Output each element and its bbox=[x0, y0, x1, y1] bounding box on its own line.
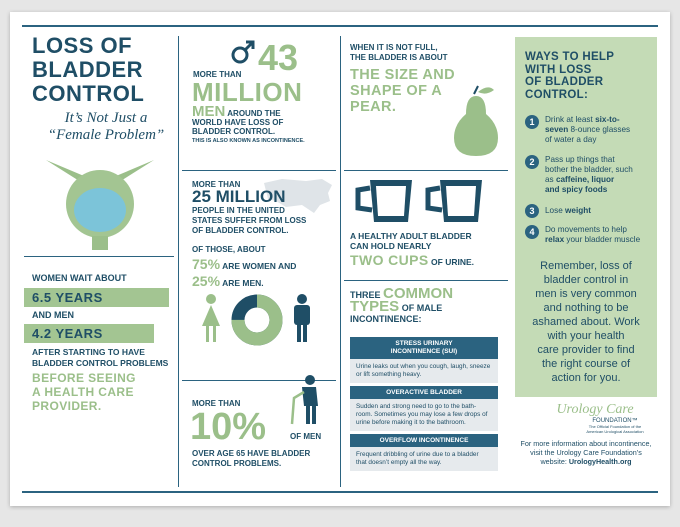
title-line: LOSS OF bbox=[32, 33, 133, 58]
text-line: THE SIZE AND bbox=[350, 67, 455, 83]
cups-big-line bbox=[350, 252, 474, 268]
title-line: BLADDER bbox=[32, 57, 144, 82]
stat43-million: MILLION bbox=[192, 77, 303, 107]
website-link[interactable]: UrologyHealth.org bbox=[568, 457, 632, 466]
types-types: TYPES bbox=[350, 298, 400, 315]
text-line: OVERACTIVE BLADDER bbox=[386, 389, 462, 396]
divider bbox=[182, 170, 336, 171]
overflow-header bbox=[350, 434, 498, 447]
text-part: website: bbox=[540, 457, 569, 466]
text-part: Drink at least bbox=[545, 115, 596, 124]
text-line: OF BLADDER bbox=[525, 76, 604, 88]
stat25-men bbox=[192, 273, 264, 289]
text-line: that doesn’t empty all the way. bbox=[356, 459, 442, 466]
logo-name: Urology Care bbox=[556, 402, 634, 417]
men-label: ARE MEN. bbox=[222, 278, 264, 288]
text-line: WITH LOSS bbox=[525, 63, 592, 76]
sui-header bbox=[350, 337, 498, 359]
stat43-men: MEN bbox=[192, 103, 226, 120]
text-part: Pass up things that bbox=[545, 155, 615, 164]
text-line: Remember, loss of bbox=[540, 260, 632, 272]
text-part: your bladder muscle bbox=[564, 235, 641, 244]
text-line: and nothing to be bbox=[543, 302, 629, 314]
text-line: visit the Urology Care Foundation’s bbox=[530, 448, 642, 457]
text-part: as bbox=[545, 175, 556, 184]
stat10-text bbox=[192, 449, 310, 469]
wait-and-men: AND MEN bbox=[32, 310, 74, 320]
text-line: AFTER STARTING TO HAVE bbox=[32, 347, 145, 357]
divider bbox=[340, 36, 341, 487]
ways-to-help-panel bbox=[515, 37, 657, 397]
sui-body bbox=[350, 359, 498, 383]
bladder-icon bbox=[44, 154, 156, 252]
text-line: action for you. bbox=[551, 372, 621, 384]
subtitle bbox=[36, 110, 176, 144]
stat10-more-than: MORE THAN bbox=[192, 399, 241, 408]
step-2 bbox=[525, 155, 653, 195]
text-line: A HEALTH CARE bbox=[32, 385, 134, 399]
text-part: Do movements to help bbox=[545, 225, 627, 234]
women-years-bar: 6.5 YEARS bbox=[24, 288, 169, 307]
stat43-more-than: MORE THAN bbox=[193, 70, 242, 79]
text-line: care provider to find bbox=[537, 344, 635, 356]
types-title bbox=[350, 285, 454, 325]
stat10-of-men: OF MEN bbox=[290, 432, 322, 441]
text-part: bother the bladder, such bbox=[545, 165, 633, 174]
step-number: 1 bbox=[525, 115, 539, 129]
text-line: with your health bbox=[547, 330, 625, 342]
overactive-header bbox=[350, 386, 498, 399]
text-line: the right course of bbox=[541, 358, 631, 370]
text-line: INCONTINENCE (SUI) bbox=[390, 348, 458, 355]
text-part: and spicy foods bbox=[545, 185, 608, 194]
text-line: STRESS URINARY bbox=[395, 340, 453, 347]
stat43-number: 43 bbox=[258, 37, 299, 78]
stat25-number: 25 MILLION bbox=[192, 187, 286, 206]
stat43-note: THIS IS ALSO KNOWN AS INCONTINENCE. bbox=[192, 138, 305, 144]
text-line: room. Sometimes you may lose a few drops of bbox=[356, 411, 488, 418]
stat43-text bbox=[192, 103, 305, 146]
text-line: OVERFLOW INCONTINENCE bbox=[379, 437, 469, 444]
text-line: WHEN IT IS NOT FULL, bbox=[350, 43, 438, 52]
text-line: CONTROL PROBLEMS. bbox=[192, 459, 282, 468]
step-number: 2 bbox=[525, 155, 539, 169]
logo-foundation: FOUNDATION™ bbox=[592, 418, 638, 424]
wait-before bbox=[32, 371, 136, 413]
measuring-cup-icon bbox=[354, 178, 416, 224]
step-4 bbox=[525, 225, 653, 245]
cups-text bbox=[350, 231, 472, 251]
text-line: Sudden and strong need to go to the bath- bbox=[356, 403, 477, 410]
divider bbox=[24, 256, 174, 257]
text-part: relax bbox=[545, 235, 565, 244]
stat25-more-than: MORE THAN bbox=[192, 180, 241, 189]
pear-big bbox=[350, 67, 455, 115]
text-line: WORLD HAVE LOSS OF bbox=[192, 118, 284, 127]
types-common: COMMON bbox=[383, 285, 454, 302]
cups-tail: OF URINE. bbox=[431, 257, 475, 267]
text-line: STATES SUFFER FROM LOSS bbox=[192, 216, 307, 225]
text-line: PEAR. bbox=[350, 99, 397, 115]
title-line: CONTROL bbox=[32, 81, 145, 106]
types-three: THREE bbox=[350, 290, 381, 300]
text-part: caffeine, liquor bbox=[555, 175, 615, 184]
text-part: seven bbox=[545, 125, 569, 134]
pear-icon bbox=[448, 84, 504, 158]
ways-title bbox=[525, 51, 614, 101]
women-label: ARE WOMEN AND bbox=[222, 261, 297, 271]
divider bbox=[344, 280, 508, 281]
men-years-bar: 4.2 YEARS bbox=[24, 324, 154, 343]
divider bbox=[344, 170, 508, 171]
overactive-body bbox=[350, 399, 498, 431]
cups-big: TWO CUPS bbox=[350, 252, 429, 268]
text-line: AROUND THE bbox=[227, 109, 281, 118]
wait-intro: WOMEN WAIT ABOUT bbox=[32, 273, 127, 283]
stat25-text bbox=[192, 206, 306, 236]
logo-tagline: The Official Foundation of the bbox=[588, 424, 642, 429]
stat25-of-those: OF THOSE, ABOUT bbox=[192, 245, 266, 254]
remember-text bbox=[519, 259, 653, 385]
text-line: THE BLADDER IS ABOUT bbox=[350, 53, 448, 62]
text-line: OF BLADDER CONTROL. bbox=[192, 226, 289, 235]
text-line: CAN HOLD NEARLY bbox=[350, 241, 432, 251]
text-line: SHAPE OF A bbox=[350, 83, 443, 99]
text-line: bladder control in bbox=[543, 274, 629, 286]
wait-after bbox=[32, 347, 168, 369]
stat25-women bbox=[192, 256, 296, 272]
subtitle-line: “Female Problem” bbox=[47, 127, 165, 143]
text-line: CONTROL: bbox=[525, 88, 589, 101]
man-icon bbox=[291, 294, 313, 344]
elderly-man-icon bbox=[282, 374, 326, 426]
pear-intro bbox=[350, 43, 447, 63]
male-symbol-icon bbox=[230, 39, 256, 65]
text-line: ashamed about. Work bbox=[532, 316, 640, 328]
text-line: For more information about incontinence, bbox=[520, 439, 652, 448]
infographic-sheet bbox=[10, 12, 670, 506]
text-line: PROVIDER. bbox=[32, 399, 102, 413]
text-line: or lift something heavy. bbox=[356, 371, 422, 378]
text-line: A HEALTHY ADULT BLADDER bbox=[350, 231, 472, 241]
types-incontinence: INCONTINENCE: bbox=[350, 314, 422, 324]
types-of-male: OF MALE bbox=[401, 303, 443, 313]
text-part: Lose bbox=[545, 206, 566, 215]
woman-icon bbox=[200, 294, 222, 344]
men-pct: 25% bbox=[192, 273, 221, 289]
text-line: men is very common bbox=[535, 288, 637, 300]
donut-chart-icon bbox=[231, 294, 283, 346]
text-line: BLADDER CONTROL PROBLEMS bbox=[32, 358, 169, 368]
text-line: BLADDER CONTROL. bbox=[192, 127, 276, 136]
text-line: urine before making it to the bathroom. bbox=[356, 419, 466, 426]
step-number: 3 bbox=[525, 204, 539, 218]
text-line: BEFORE SEEING bbox=[32, 371, 136, 385]
text-line: Urine leaks out when you cough, laugh, sneeze bbox=[356, 363, 491, 370]
measuring-cup-icon bbox=[424, 178, 486, 224]
stat10-number: 10% bbox=[190, 406, 267, 448]
text-line: Frequent dribbling of urine due to a bladder bbox=[356, 451, 479, 458]
text-part: weight bbox=[565, 206, 591, 215]
step-1 bbox=[525, 115, 653, 145]
page-title bbox=[32, 34, 144, 106]
more-info bbox=[510, 439, 662, 466]
overflow-body bbox=[350, 447, 498, 471]
subtitle-line: It’s Not Just a bbox=[64, 110, 148, 126]
divider bbox=[178, 36, 179, 487]
urology-care-logo bbox=[530, 402, 660, 434]
bottom-rule bbox=[22, 491, 658, 493]
text-line: OVER AGE 65 HAVE BLADDER bbox=[192, 449, 311, 458]
step-number: 4 bbox=[525, 225, 539, 239]
text-line: WAYS TO HELP bbox=[525, 51, 615, 63]
text-part: of water a day bbox=[545, 135, 597, 144]
text-part: 8-ounce glasses bbox=[568, 125, 631, 134]
step-3 bbox=[525, 204, 653, 216]
logo-tagline: American Urological Association bbox=[586, 429, 644, 434]
top-rule bbox=[22, 25, 658, 27]
text-line: PEOPLE IN THE UNITED bbox=[192, 206, 285, 215]
women-pct: 75% bbox=[192, 256, 221, 272]
text-part: six-to- bbox=[595, 115, 620, 124]
